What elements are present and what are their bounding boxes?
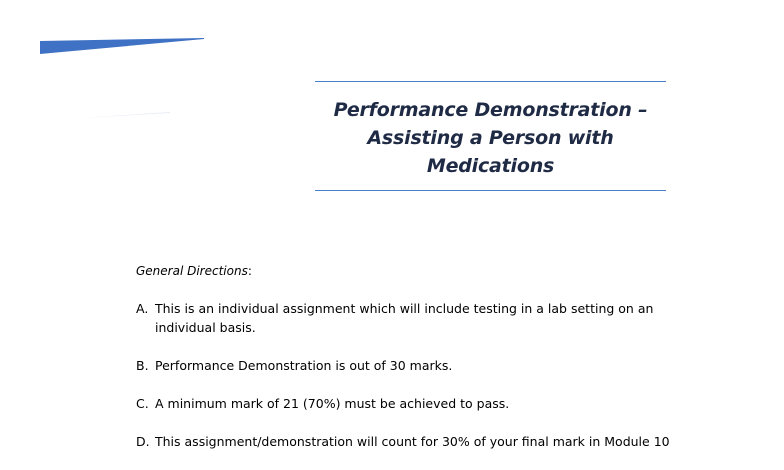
list-item-text: A minimum mark of 21 (70%) must be achieved to pass.	[155, 396, 510, 411]
header-decoration-icon	[40, 38, 204, 54]
directions-heading-text: General Directions	[136, 264, 248, 278]
list-item-letter: D.	[136, 434, 150, 449]
title-line-2: Assisting a Person with Medications	[367, 127, 614, 177]
directions-heading	[136, 264, 252, 278]
list-item	[136, 299, 676, 337]
directions-heading-colon: :	[247, 264, 252, 278]
list-item-text: This is an individual assignment which will include testing in a lab setting on an individual basis.	[155, 301, 654, 335]
title-top-rule	[315, 81, 666, 82]
list-item-letter: B.	[136, 358, 149, 373]
list-item	[136, 356, 676, 375]
list-item	[136, 432, 676, 451]
faint-decoration-line	[80, 112, 170, 118]
list-item-letter: A.	[136, 301, 149, 316]
list-item	[136, 394, 676, 413]
title-bottom-rule	[315, 190, 666, 191]
title-line-1: Performance Demonstration –	[333, 99, 648, 121]
list-item-text: This assignment/demonstration will count for 30% of your final mark in Module 10	[155, 434, 670, 449]
title-block	[315, 81, 666, 191]
page-title	[315, 96, 666, 180]
list-item-text: Performance Demonstration is out of 30 marks.	[155, 358, 453, 373]
list-item-letter: C.	[136, 396, 149, 411]
directions-list	[136, 299, 676, 470]
